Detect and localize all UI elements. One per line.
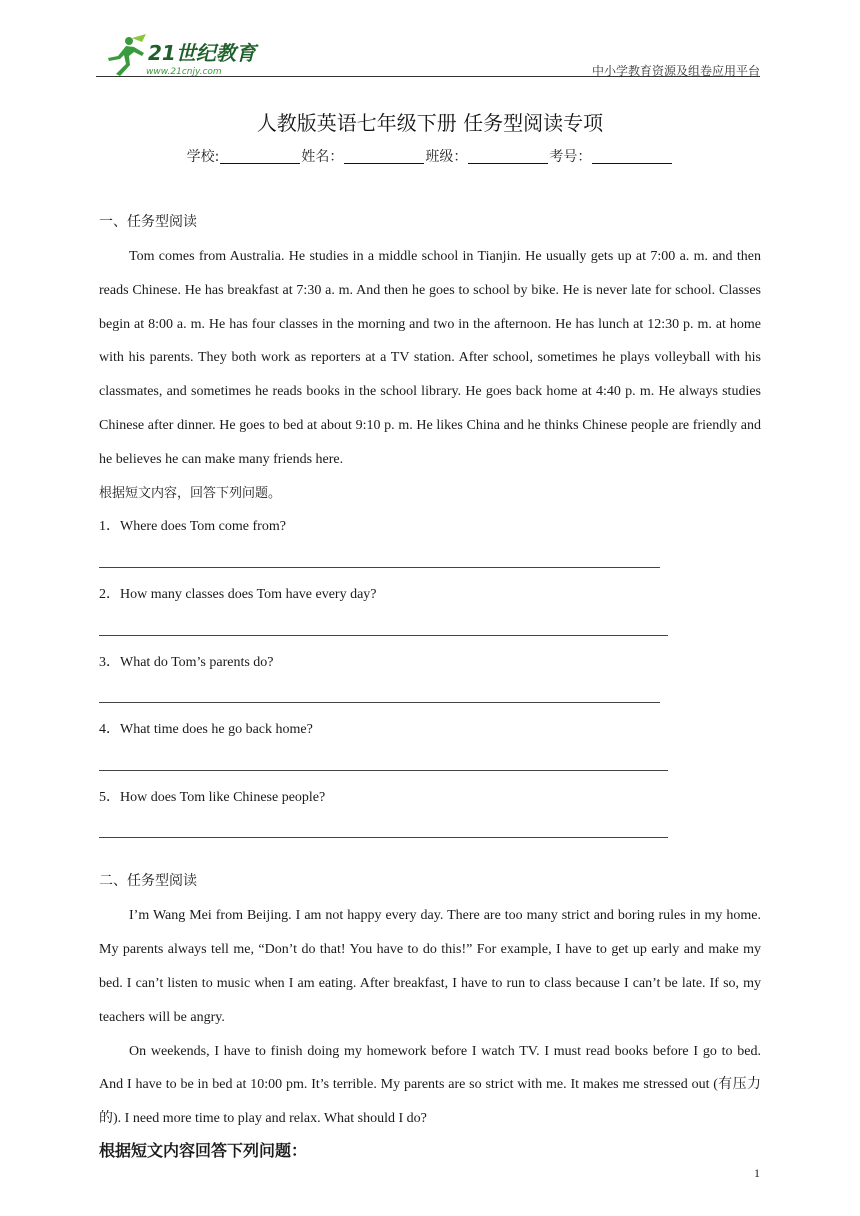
class-label: 班级： [425,149,468,165]
answer-line-1[interactable] [99,544,761,578]
answer-line-4[interactable] [99,747,761,781]
platform-name: 中小学教育资源及组卷应用平台 [591,64,760,78]
section2-paragraph-1: I’m Wang Mei from Beijing. I am not happy every day. There are too many strict and boring rules in my home. My parents always tell me, “Don’t do that! You have to do this!” For example, I have to get up early and make my bed. I can’t listen to music when I am eating. After breakfast, I have to run to class because I can’t be late. If so, my teachers will be angry. [99,908,761,1025]
section2-heading: 二、任务型阅读 [99,873,197,890]
section1-instruction: 根据短文内容，回答下列问题。 [99,485,282,501]
question-5: 5．How does Tom like Chinese people? [99,789,326,805]
logo [96,34,266,78]
exam-no-blank[interactable] [592,149,672,164]
student-info-line [0,146,860,166]
section2-paragraph-2: On weekends, I have to finish doing my homework before I watch TV. I must read books before I go to bed. And I have to be in bed at 10:00 pm. It’s terrible. My parents are so strict with me. It makes me stressed out (有压力的). I need more time to play and relax. What should I do? [99,1043,761,1127]
document-body [99,213,761,1166]
svg-text:www.21cnjy.com: www.21cnjy.com [146,67,222,77]
class-blank[interactable] [468,149,548,164]
header-divider [96,76,760,77]
page-header [96,34,760,78]
answer-line-5[interactable] [99,815,761,849]
section2-instruction: 根据短文内容回答下列问题： [99,1140,308,1160]
name-blank[interactable] [344,149,424,164]
svg-text:21世纪教育: 21世纪教育 [148,41,256,65]
school-blank[interactable] [220,149,300,164]
runner-logo-icon [96,34,266,78]
section1-heading: 一、任务型阅读 [99,214,197,230]
question-4: 4．What time does he go back home? [99,722,313,738]
question-2: 2．How many classes does Tom have every day? [99,586,377,602]
question-1: 1．Where does Tom come from? [99,519,286,535]
page-title: 人教版英语七年级下册 任务型阅读专项 [256,111,604,135]
page-number: 1 [754,1166,760,1180]
answer-line-3[interactable] [99,679,761,713]
answer-line-2[interactable] [99,612,761,646]
name-label: 姓名： [301,149,344,165]
school-label: 学校: [186,149,220,165]
question-3: 3．What do Tom’s parents do? [99,654,274,670]
exam-no-label: 考号： [549,149,592,165]
section1-passage: Tom comes from Australia. He studies in a middle school in Tianjin. He usually gets up at 7:00 a. m. and then reads Chinese. He has breakfast at 7:30 a. m. And then he goes to school by bike. He is never late for school. Classes begin at 8:00 a. m. He has four classes in the morning and two in the afternoon. He has lunch at 12:30 p. m. at home with his parents. They both work as reporters at a TV station. After school, sometimes he plays volleyball with his classmates, and sometimes he reads books in the school library. He goes back home at 4:40 p. m. He always studies Chinese after dinner. He goes to bed at about 9:10 p. m. He likes China and he thinks Chinese people are friendly and he believes he can make many friends here. [99,249,761,467]
